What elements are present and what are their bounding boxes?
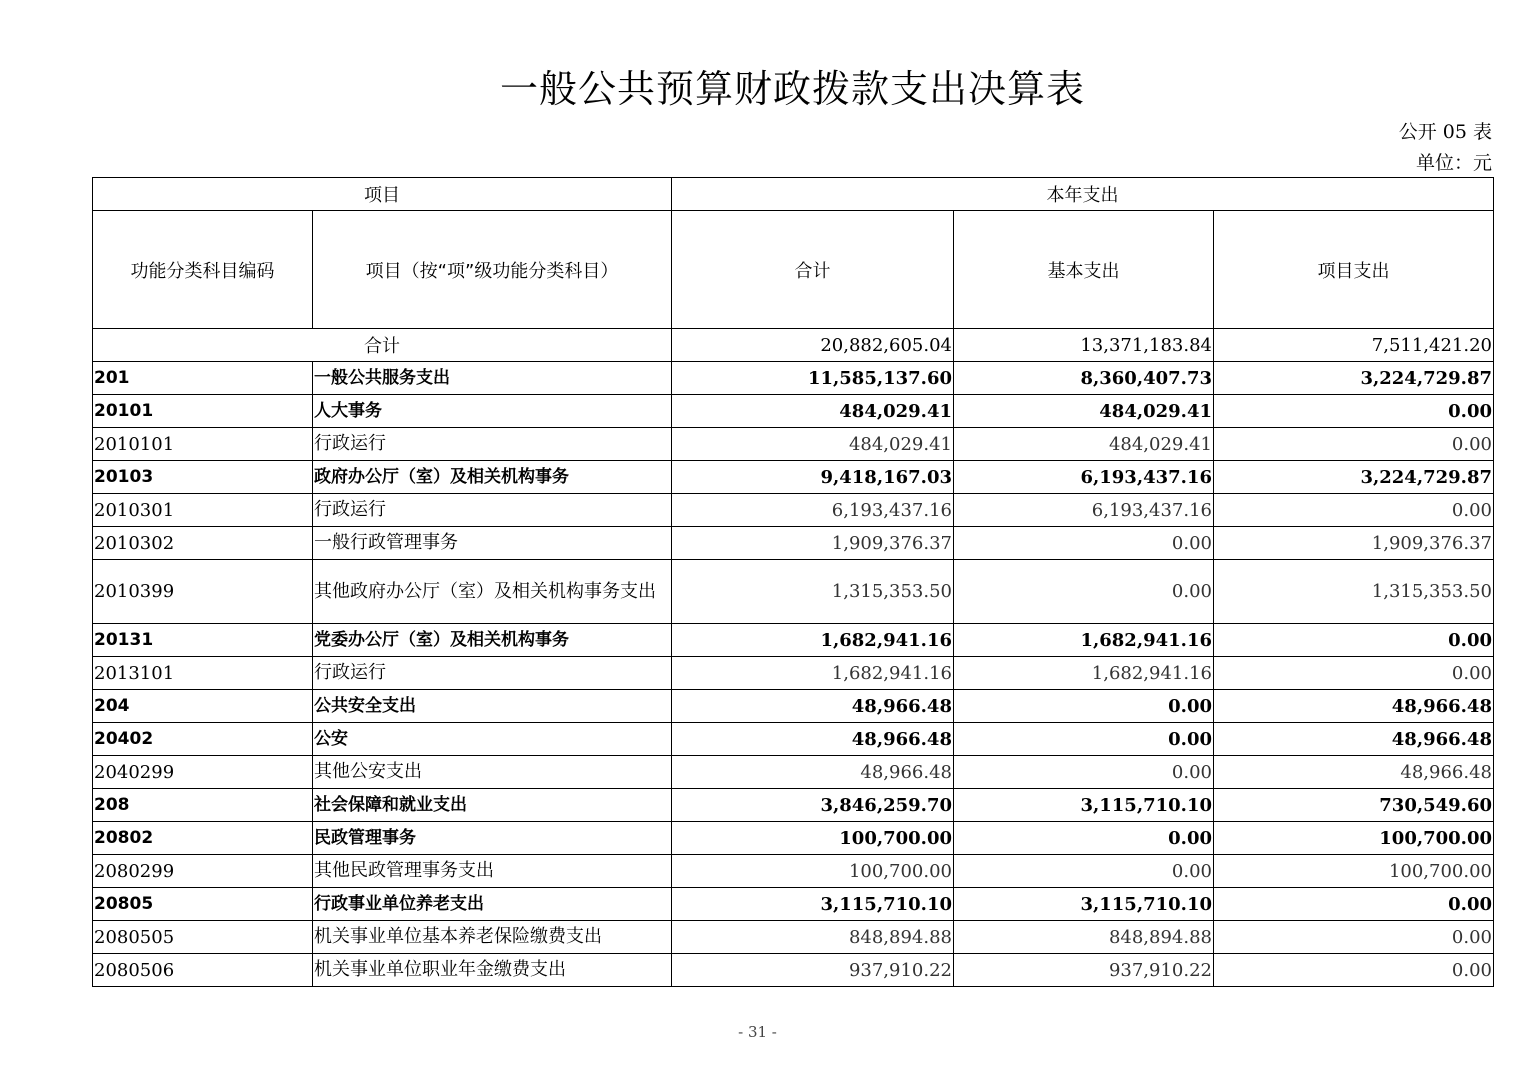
row-total: 484,029.41 (672, 395, 954, 428)
row-total: 48,966.48 (672, 690, 954, 723)
table-row (93, 428, 1494, 461)
row-basic: 3,115,710.10 (954, 789, 1214, 822)
row-project: 0.00 (1214, 428, 1494, 461)
row-total: 3,115,710.10 (672, 888, 954, 921)
row-total: 937,910.22 (672, 954, 954, 987)
row-code: 2010302 (93, 527, 313, 560)
row-name: 党委办公厅（室）及相关机构事务 (313, 624, 672, 657)
row-basic: 0.00 (954, 527, 1214, 560)
row-total: 484,029.41 (672, 428, 954, 461)
header-row-columns (93, 211, 1494, 329)
row-total: 6,193,437.16 (672, 494, 954, 527)
row-total: 9,418,167.03 (672, 461, 954, 494)
row-basic: 848,894.88 (954, 921, 1214, 954)
row-name: 公安 (313, 723, 672, 756)
expenditure-table (92, 177, 1494, 987)
row-total: 1,909,376.37 (672, 527, 954, 560)
row-basic: 937,910.22 (954, 954, 1214, 987)
row-code: 2010301 (93, 494, 313, 527)
row-basic: 6,193,437.16 (954, 461, 1214, 494)
table-row (93, 690, 1494, 723)
header-total: 合计 (672, 211, 954, 329)
row-code: 201 (93, 362, 313, 395)
table-row (93, 888, 1494, 921)
table-row (93, 855, 1494, 888)
row-project: 0.00 (1214, 954, 1494, 987)
row-name: 行政运行 (313, 657, 672, 690)
row-name: 一般公共服务支出 (313, 362, 672, 395)
row-code: 20131 (93, 624, 313, 657)
row-name: 机关事业单位基本养老保险缴费支出 (313, 921, 672, 954)
row-basic: 0.00 (954, 723, 1214, 756)
row-total: 100,700.00 (672, 855, 954, 888)
table-row (93, 657, 1494, 690)
row-project: 730,549.60 (1214, 789, 1494, 822)
row-project: 48,966.48 (1214, 756, 1494, 789)
row-name: 公共安全支出 (313, 690, 672, 723)
page-title: 一般公共预算财政拨款支出决算表 (499, 67, 1085, 111)
row-basic: 0.00 (954, 822, 1214, 855)
row-project: 100,700.00 (1214, 855, 1494, 888)
summary-label: 合计 (93, 329, 672, 362)
row-code: 208 (93, 789, 313, 822)
row-code: 204 (93, 690, 313, 723)
header-project-expenditure: 项目支出 (1214, 211, 1494, 329)
summary-row (93, 329, 1494, 362)
row-total: 3,846,259.70 (672, 789, 954, 822)
row-basic: 3,115,710.10 (954, 888, 1214, 921)
row-total: 100,700.00 (672, 822, 954, 855)
row-name: 行政事业单位养老支出 (313, 888, 672, 921)
row-project: 3,224,729.87 (1214, 461, 1494, 494)
table-row (93, 527, 1494, 560)
row-basic: 6,193,437.16 (954, 494, 1214, 527)
row-name: 一般行政管理事务 (313, 527, 672, 560)
row-total: 1,682,941.16 (672, 624, 954, 657)
row-code: 20101 (93, 395, 313, 428)
row-project: 100,700.00 (1214, 822, 1494, 855)
header-basic: 基本支出 (954, 211, 1214, 329)
row-project: 0.00 (1214, 395, 1494, 428)
row-name: 行政运行 (313, 428, 672, 461)
row-basic: 0.00 (954, 560, 1214, 624)
row-basic: 1,682,941.16 (954, 657, 1214, 690)
row-project: 1,909,376.37 (1214, 527, 1494, 560)
header-name: 项目（按“项”级功能分类科目） (313, 211, 672, 329)
row-code: 2010101 (93, 428, 313, 461)
row-project: 3,224,729.87 (1214, 362, 1494, 395)
table-row (93, 756, 1494, 789)
form-number: 公开 05 表 (1398, 121, 1492, 143)
row-basic: 0.00 (954, 855, 1214, 888)
table-row (93, 395, 1494, 428)
row-total: 11,585,137.60 (672, 362, 954, 395)
summary-basic: 13,371,183.84 (954, 329, 1214, 362)
row-name: 机关事业单位职业年金缴费支出 (313, 954, 672, 987)
row-project: 1,315,353.50 (1214, 560, 1494, 624)
table-row (93, 461, 1494, 494)
row-name: 其他公安支出 (313, 756, 672, 789)
row-code: 2080505 (93, 921, 313, 954)
row-project: 0.00 (1214, 657, 1494, 690)
row-name: 社会保障和就业支出 (313, 789, 672, 822)
header-this-year: 本年支出 (672, 178, 1494, 211)
header-project: 项目 (93, 178, 672, 211)
row-basic: 0.00 (954, 690, 1214, 723)
table-row (93, 822, 1494, 855)
row-project: 0.00 (1214, 624, 1494, 657)
row-name: 行政运行 (313, 494, 672, 527)
row-name: 其他政府办公厅（室）及相关机构事务支出 (313, 560, 672, 624)
row-code: 20103 (93, 461, 313, 494)
row-code: 2013101 (93, 657, 313, 690)
row-project: 0.00 (1214, 888, 1494, 921)
table-row (93, 624, 1494, 657)
row-project: 48,966.48 (1214, 690, 1494, 723)
page-number: - 31 - (738, 1023, 777, 1041)
row-name: 人大事务 (313, 395, 672, 428)
row-project: 48,966.48 (1214, 723, 1494, 756)
table-row (93, 362, 1494, 395)
row-name: 政府办公厅（室）及相关机构事务 (313, 461, 672, 494)
table-row (93, 954, 1494, 987)
summary-total: 20,882,605.04 (672, 329, 954, 362)
table-row (93, 789, 1494, 822)
summary-project: 7,511,421.20 (1214, 329, 1494, 362)
table-row (93, 560, 1494, 624)
row-name: 民政管理事务 (313, 822, 672, 855)
row-code: 20402 (93, 723, 313, 756)
header-row-group (93, 178, 1494, 211)
row-basic: 484,029.41 (954, 428, 1214, 461)
row-code: 20805 (93, 888, 313, 921)
row-name: 其他民政管理事务支出 (313, 855, 672, 888)
row-total: 1,315,353.50 (672, 560, 954, 624)
row-total: 848,894.88 (672, 921, 954, 954)
row-code: 20802 (93, 822, 313, 855)
row-basic: 8,360,407.73 (954, 362, 1214, 395)
row-basic: 1,682,941.16 (954, 624, 1214, 657)
row-code: 2080506 (93, 954, 313, 987)
row-total: 1,682,941.16 (672, 657, 954, 690)
header-code: 功能分类科目编码 (93, 211, 313, 329)
row-code: 2040299 (93, 756, 313, 789)
row-code: 2080299 (93, 855, 313, 888)
table-row (93, 921, 1494, 954)
table-row (93, 494, 1494, 527)
row-total: 48,966.48 (672, 723, 954, 756)
table-row (93, 723, 1494, 756)
unit-label: 单位：元 (1415, 152, 1492, 174)
row-project: 0.00 (1214, 494, 1494, 527)
row-project: 0.00 (1214, 921, 1494, 954)
row-code: 2010399 (93, 560, 313, 624)
row-basic: 484,029.41 (954, 395, 1214, 428)
row-basic: 0.00 (954, 756, 1214, 789)
row-total: 48,966.48 (672, 756, 954, 789)
